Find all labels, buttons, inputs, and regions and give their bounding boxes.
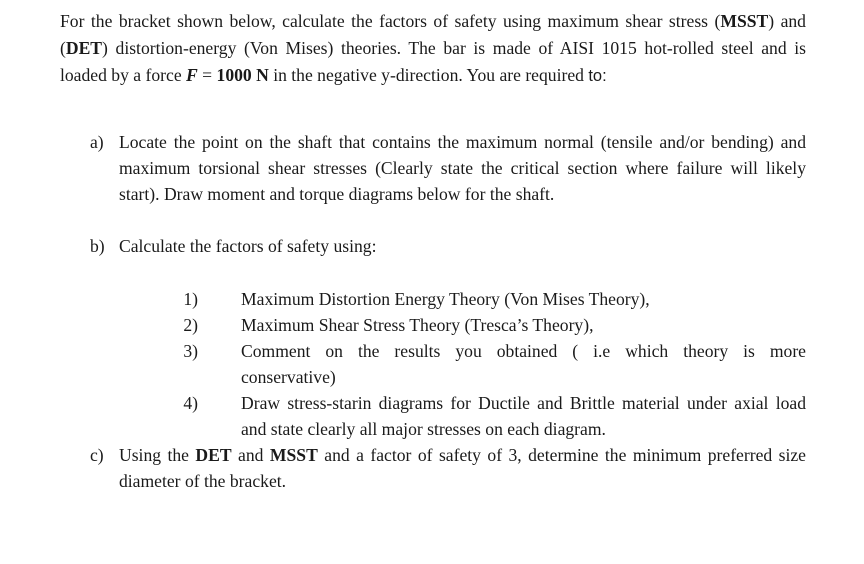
item-text [241,338,806,390]
part-b [90,233,806,259]
part-b-text: Calculate the factors of safety using: [119,236,377,256]
part-b-item [172,338,806,390]
part-b-item [172,312,806,338]
det-abbreviation: DET [65,38,103,58]
force-value: 1000 N [216,65,269,85]
msst-abbreviation: MSST [269,445,318,465]
det-abbreviation: DET [195,445,232,465]
part-a-label: a) [90,132,104,152]
item-number: 2) [183,315,198,335]
intro-text: to: [588,67,607,85]
part-a-text: Locate the point on the shaft that contains the maximum normal (tensile and/or bending) and maximum torsional shear stresses (Clearly state the critical section where failure will likely start). Draw moment and torque diagrams below for the shaft. [119,132,806,204]
part-a [90,129,806,207]
intro-text: = [197,65,217,85]
intro-text: ) and ( [60,11,806,58]
item-number: 1) [183,289,198,309]
part-c-text-segment: Using the [119,445,196,465]
item-number: 3) [183,341,198,361]
item-text-line: Comment on the results you obtained ( i.e which theory is more [241,341,806,361]
intro-text: ) distortion-energy (Von Mises) theories. The bar is made of AISI 1015 hot-rolled steel and is loaded by a force [60,38,806,85]
item-text: Maximum Distortion Energy Theory (Von Mises Theory), [241,289,650,309]
intro-text: in the negative y-direction. You are required [268,65,589,85]
force-symbol: F [186,65,198,85]
msst-abbreviation: MSST [720,11,769,31]
item-text: Draw stress-starin diagrams for Ductile and Brittle material under axial load and state clearly all major stresses on each diagram. [241,393,806,439]
part-c-text-segment: and [231,445,270,465]
part-c-label: c) [90,445,104,465]
item-number: 4) [183,393,198,413]
part-b-label: b) [90,236,105,256]
item-text: Maximum Shear Stress Theory (Tresca’s Theory), [241,315,594,335]
part-c [90,442,806,494]
part-b-item [172,286,806,312]
part-c-text [119,442,806,494]
part-c-text-segment: and a factor of safety of 3, determine the minimum preferred size diameter of the bracket. [119,445,806,491]
problem-statement [60,8,806,90]
item-text-line: conservative) [241,367,336,387]
intro-text: For the bracket shown below, calculate the factors of safety using maximum shear stress ( [60,11,721,31]
part-b-item [172,390,806,442]
